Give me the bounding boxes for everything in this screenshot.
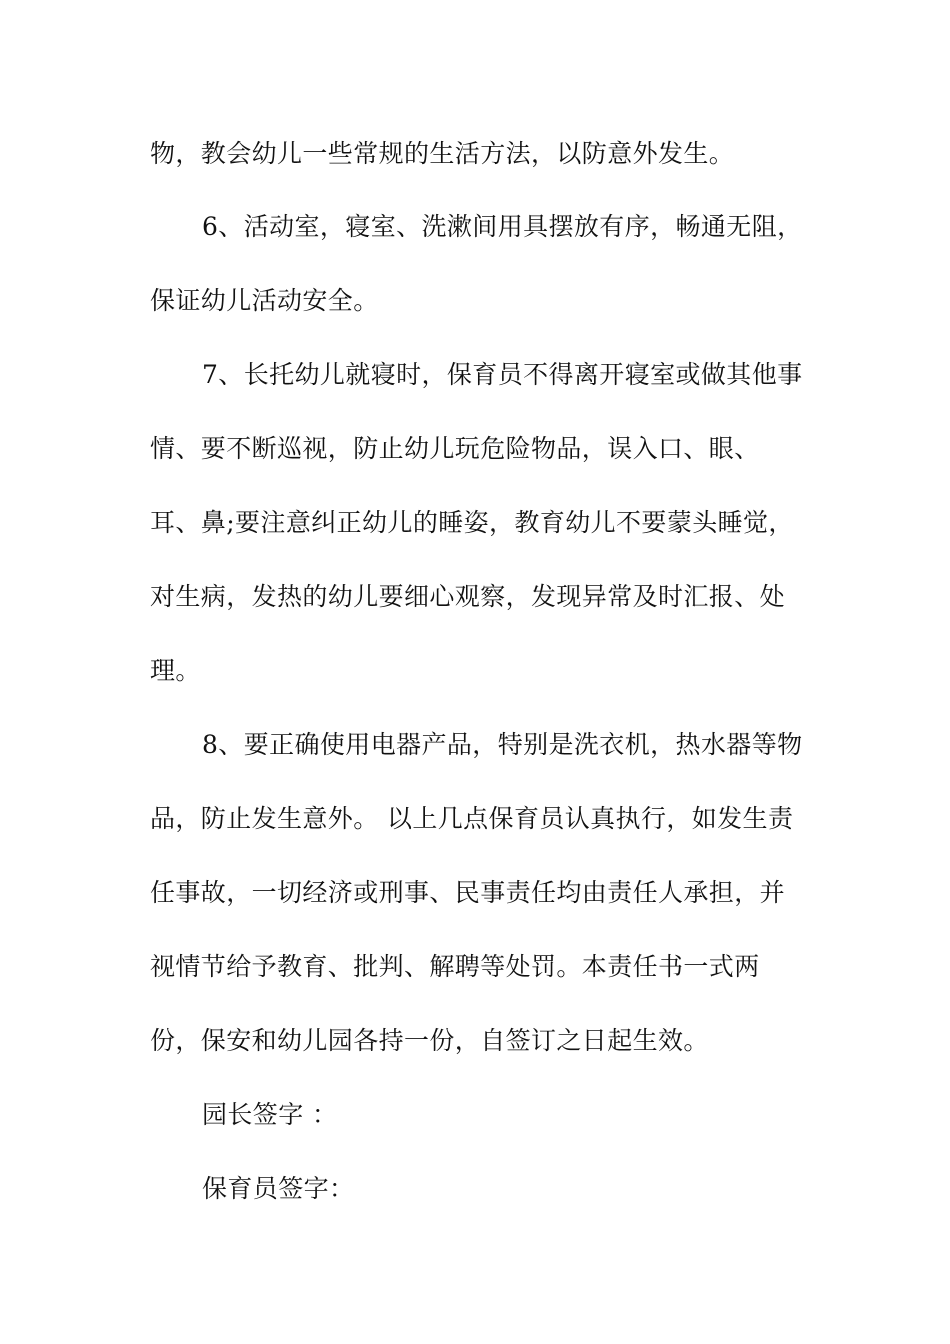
text-line: 情、要不断巡视，防止幼儿玩危险物品，误入口、眼、 <box>150 434 760 463</box>
text-line: 8、要正确使用电器产品，特别是洗衣机，热水器等物 <box>202 730 803 759</box>
principal-signature-label: 园长签字 ： <box>202 1100 338 1129</box>
caregiver-signature-label: 保育员签字： <box>202 1174 355 1203</box>
text-line: 7、长托幼儿就寝时，保育员不得离开寝室或做其他事 <box>202 360 803 389</box>
text-line: 品，防止发生意外。 以上几点保育员认真执行，如发生责 <box>150 804 794 833</box>
text-line: 耳、鼻;要注意纠正幼儿的睡姿，教育幼儿不要蒙头睡觉， <box>150 508 794 537</box>
text-line: 视情节给予教育、批判、解聘等处罚。本责任书一式两 <box>150 952 760 981</box>
text-line: 6、活动室，寝室、洗漱间用具摆放有序，畅通无阻， <box>202 212 803 241</box>
text-line: 任事故，一切经济或刑事、民事责任均由责任人承担，并 <box>150 878 786 907</box>
text-line: 份，保安和幼儿园各持一份，自签订之日起生效。 <box>150 1026 709 1055</box>
text-line: 理。 <box>150 656 201 685</box>
text-line: 物，教会幼儿一些常规的生活方法，以防意外发生。 <box>150 139 735 168</box>
text-line: 对生病，发热的幼儿要细心观察，发现异常及时汇报、处 <box>150 582 786 611</box>
text-line: 保证幼儿活动安全。 <box>150 286 379 315</box>
